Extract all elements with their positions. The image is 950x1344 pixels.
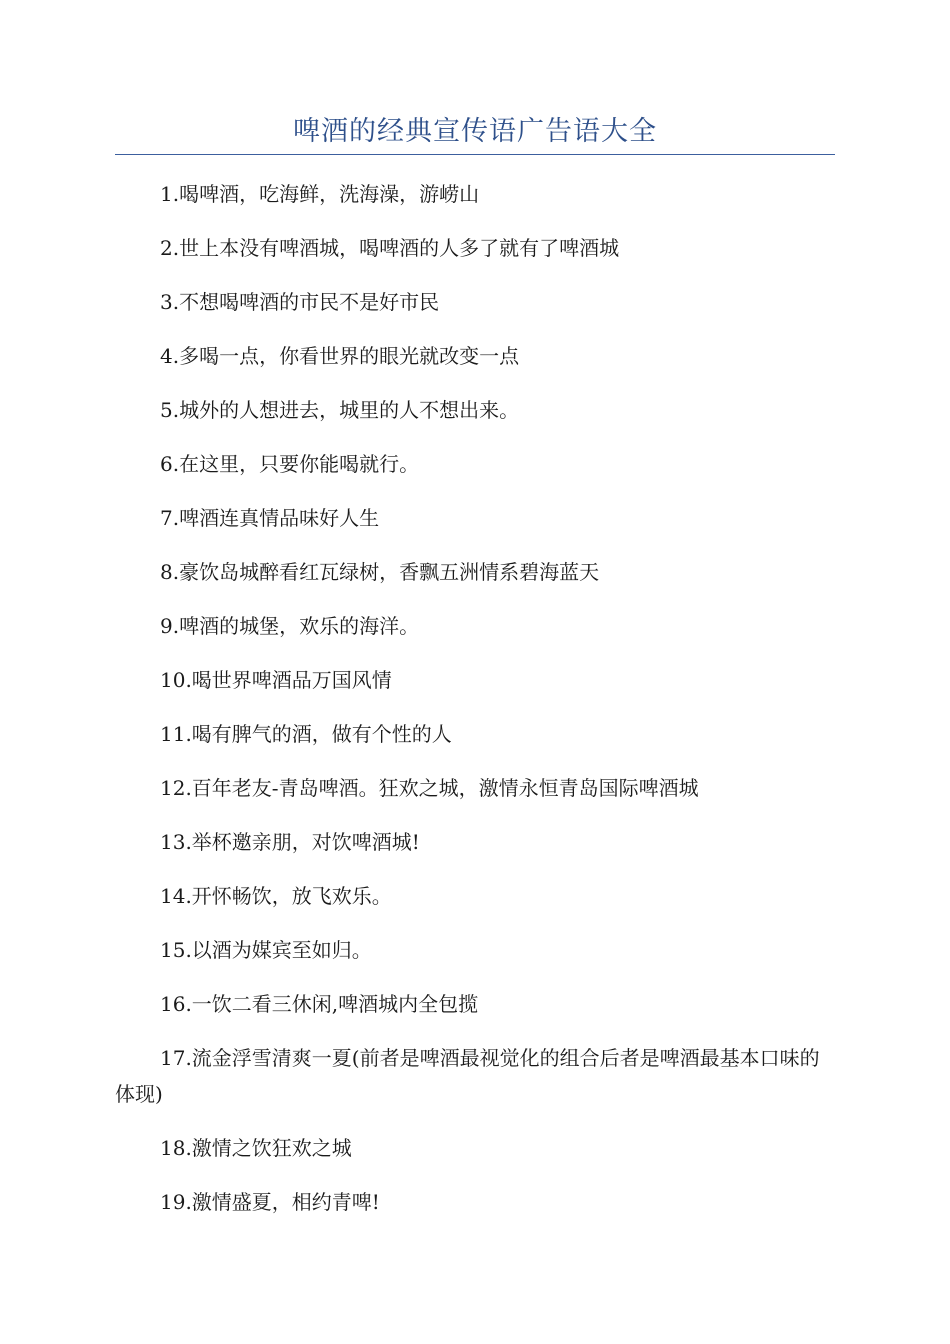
- slogan-list: [115, 176, 835, 1238]
- list-item: 5.城外的人想进去，城里的人不想出来。: [160, 398, 520, 422]
- list-item: 8.豪饮岛城醉看红瓦绿树，香飘五洲情系碧海蓝天: [160, 560, 600, 584]
- list-item: 6.在这里，只要你能喝就行。: [160, 452, 420, 476]
- list-item: 1.喝啤酒，吃海鲜，洗海澡，游崂山: [160, 182, 480, 206]
- list-item: 11.喝有脾气的酒，做有个性的人: [160, 722, 452, 746]
- title-underline: [115, 154, 835, 155]
- list-item: 17.流金浮雪清爽一夏(前者是啤酒最视觉化的组合后者是啤酒最基本口味的体现): [115, 1046, 820, 1106]
- list-item: 13.举杯邀亲朋，对饮啤酒城!: [160, 830, 420, 854]
- list-item: 2.世上本没有啤酒城，喝啤酒的人多了就有了啤酒城: [160, 236, 620, 260]
- list-item: 3.不想喝啤酒的市民不是好市民: [160, 290, 440, 314]
- document-title: 啤酒的经典宣传语广告语大全: [293, 116, 657, 147]
- list-item: 4.多喝一点，你看世界的眼光就改变一点: [160, 344, 520, 368]
- list-item: 19.激情盛夏，相约青啤!: [160, 1190, 380, 1214]
- list-item: 10.喝世界啤酒品万国风情: [160, 668, 392, 692]
- list-item: 14.开怀畅饮，放飞欢乐。: [160, 884, 392, 908]
- list-item: 18.激情之饮狂欢之城: [160, 1136, 352, 1160]
- list-item: 16.一饮二看三休闲,啤酒城内全包揽: [160, 992, 479, 1016]
- list-item: 12.百年老友-青岛啤酒。狂欢之城，激情永恒青岛国际啤酒城: [160, 776, 699, 800]
- list-item: 15.以酒为媒宾至如归。: [160, 938, 372, 962]
- list-item: 9.啤酒的城堡，欢乐的海洋。: [160, 614, 420, 638]
- list-item: 7.啤酒连真情品味好人生: [160, 506, 380, 530]
